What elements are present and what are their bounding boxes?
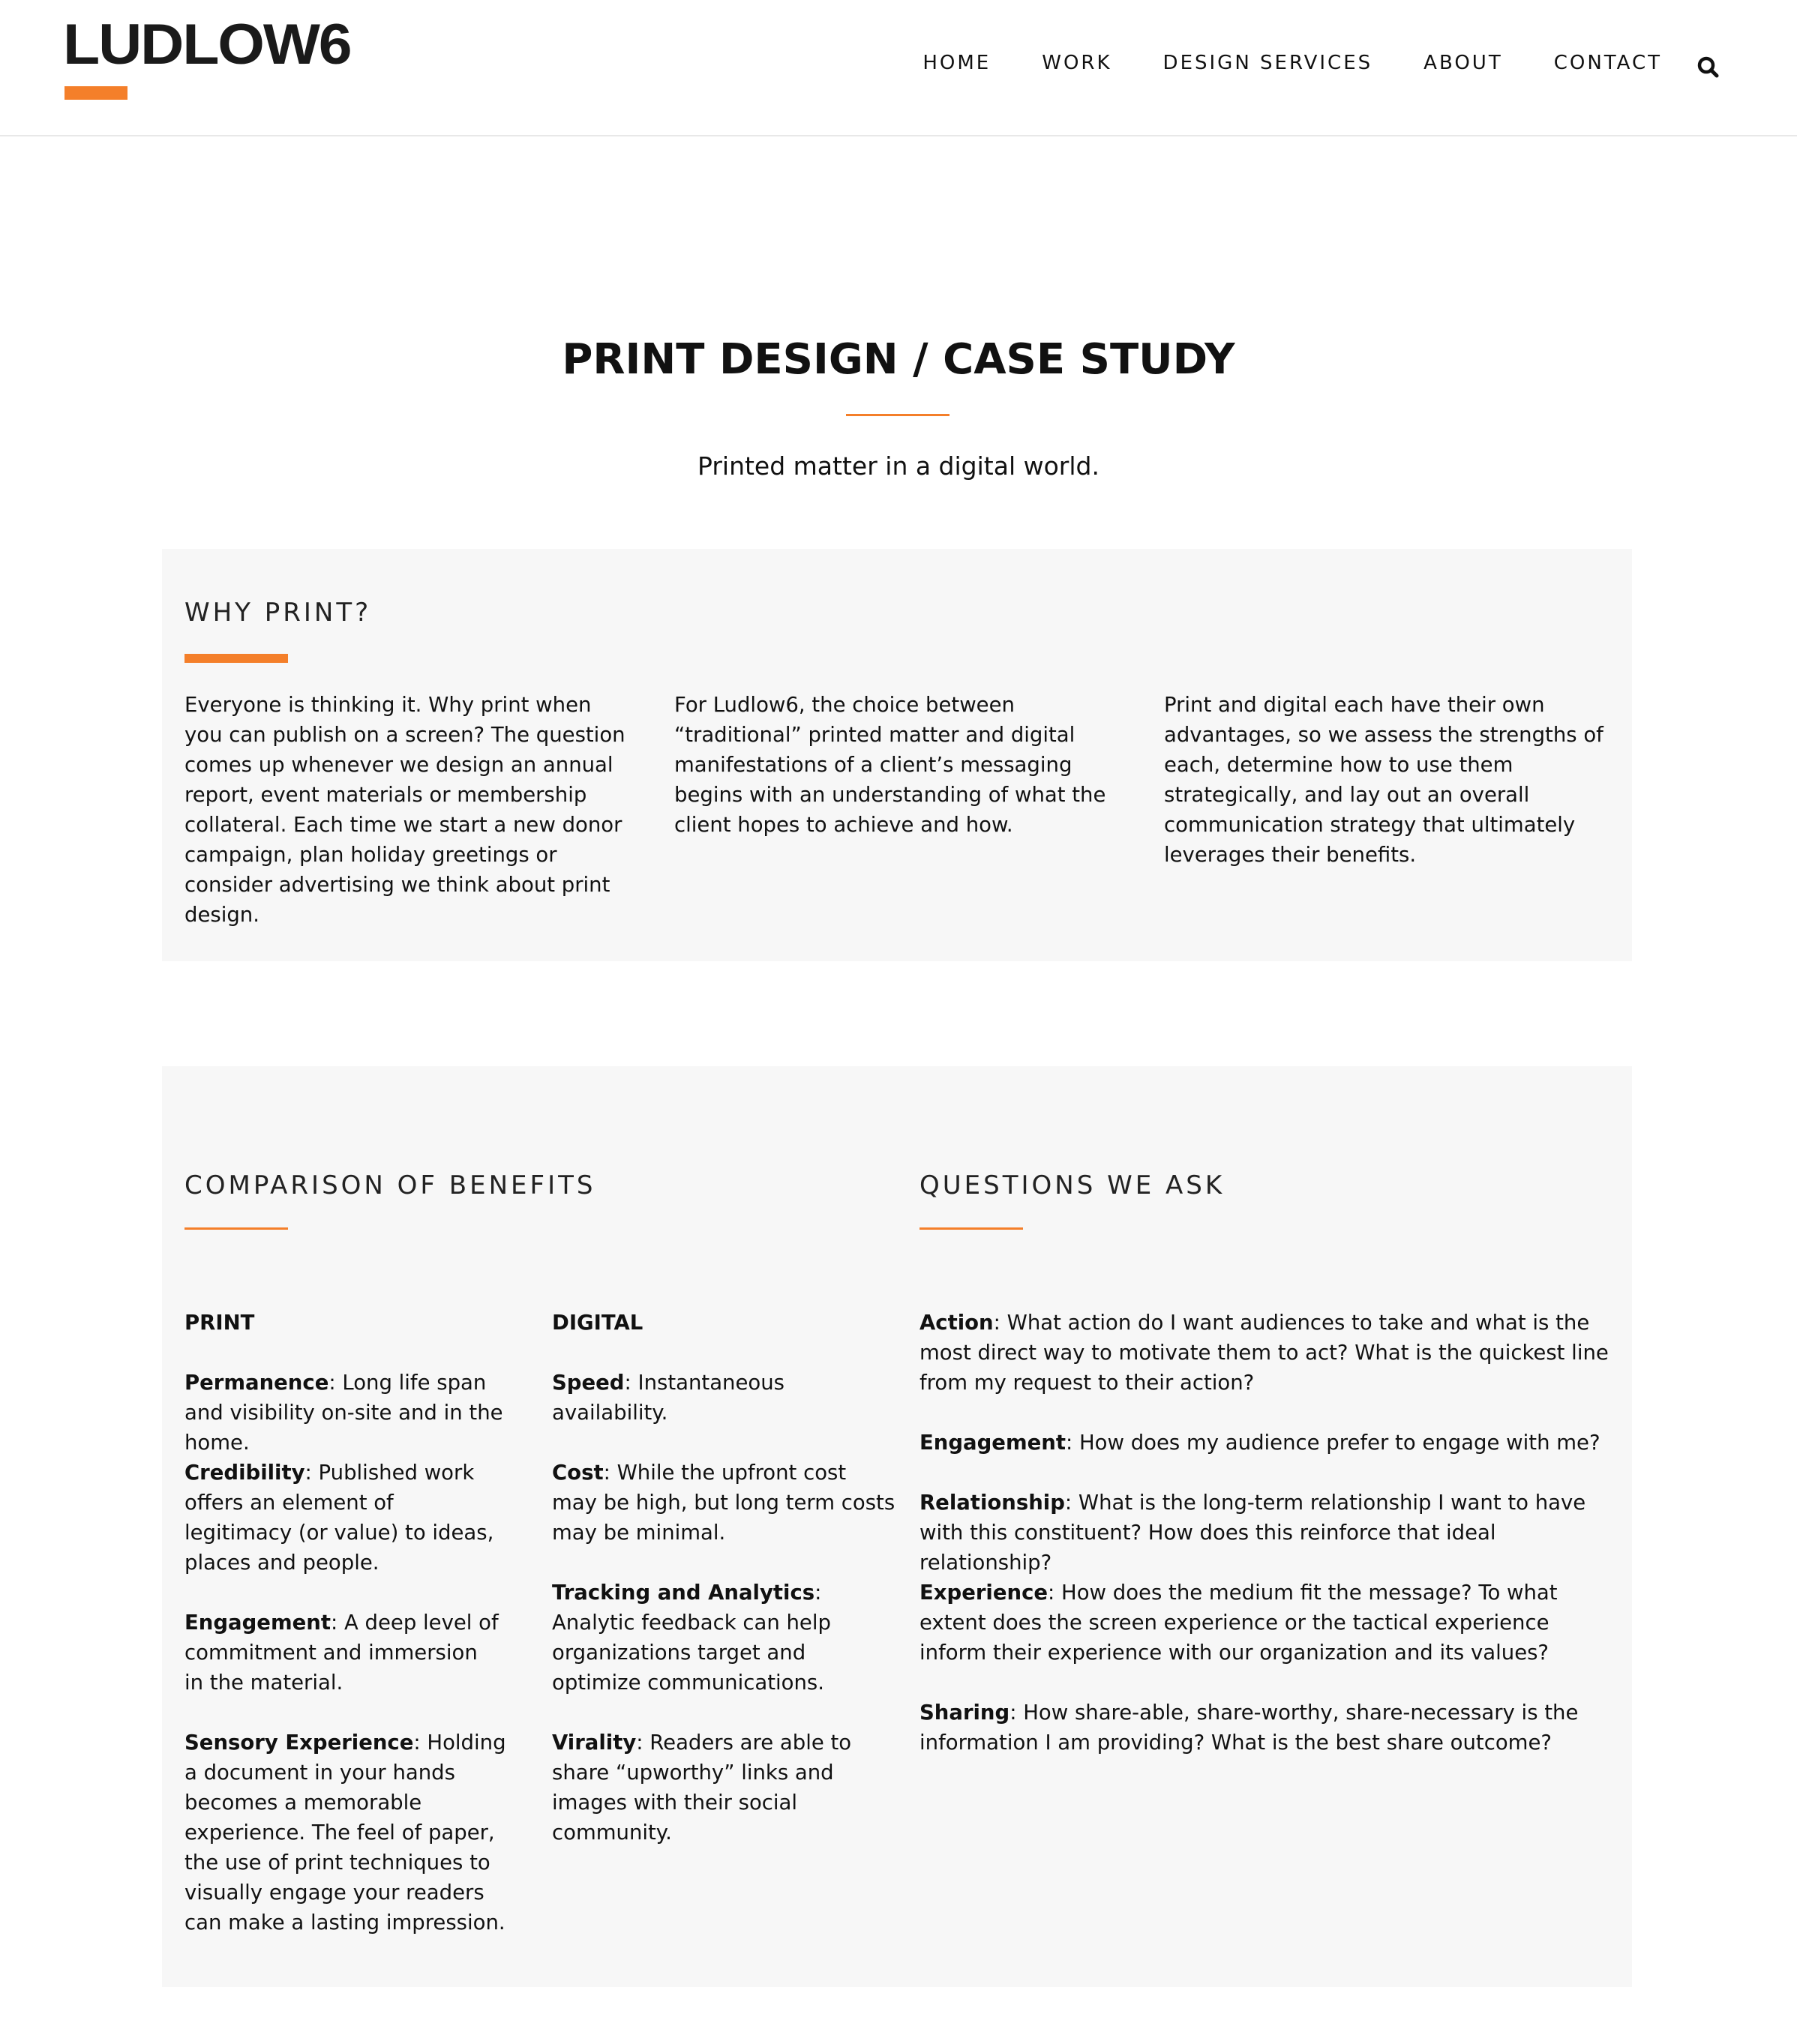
why-print-heading: WHY PRINT? [184, 598, 372, 628]
question-engagement: Engagement: How does my audience prefer to engage with me? [920, 1431, 1600, 1455]
questions-heading: QUESTIONS WE ASK [920, 1170, 1226, 1200]
benefits-section [162, 1066, 1632, 1987]
nav-about[interactable]: ABOUT [1424, 52, 1503, 74]
main-nav [872, 48, 1662, 78]
digital-benefit-tracking-analytics: Tracking and Analytics: Analytic feedback can help organizations target and optimize communications. [552, 1581, 831, 1695]
logo-wordmark: LUDLOW6 [63, 13, 351, 76]
why-print-paragraph-2: For Ludlow6, the choice between “traditional” printed matter and digital manifestations of a client’s messaging begins with an understanding of what the client hopes to achieve and how. [674, 693, 1106, 837]
print-benefit-sensory-experience: Sensory Experience: Holding a document in your hands becomes a memorable experience. The feel of paper, the use of print techniques to visually engage your readers can make a lasting impression. [184, 1731, 506, 1935]
digital-benefit-virality: Virality: Readers are able to share “upworthy” links and images with their social community. [552, 1731, 852, 1845]
logo-accent-bar [64, 86, 128, 100]
title-divider [846, 414, 950, 416]
why-print-accent [184, 654, 288, 663]
search-icon[interactable] [1696, 55, 1720, 79]
page-title: PRINT DESIGN / CASE STUDY [562, 335, 1235, 384]
digital-benefit-cost: Cost: While the upfront cost may be high, but long term costs may be minimal. [552, 1461, 896, 1545]
print-column-heading: PRINT [184, 1311, 255, 1335]
digital-benefit-speed: Speed: Instantaneous availability. [552, 1371, 784, 1425]
question-experience: Experience: How does the medium fit the message? To what extent does the screen experience or the tactical experience inform their experience with our organization and its values? [920, 1581, 1558, 1665]
question-relationship: Relationship: What is the long-term relationship I want to have with this constituent? How does this reinforce that ideal relationship? [920, 1491, 1586, 1575]
site-header [0, 0, 1797, 136]
nav-design-services[interactable]: DESIGN SERVICES [1162, 52, 1373, 74]
why-print-paragraph-1: Everyone is thinking it. Why print when you can publish on a screen? The question comes up whenever we design an annual report, event materials or membership collateral. Each time we start a new donor campaign, plan holiday greetings or consider advertising we think about print design. [184, 693, 626, 927]
comparison-heading: COMPARISON OF BENEFITS [184, 1170, 596, 1200]
nav-contact[interactable]: CONTACT [1553, 52, 1662, 74]
site-logo[interactable] [63, 13, 351, 76]
comparison-accent [184, 1227, 288, 1230]
nav-home[interactable]: HOME [922, 52, 992, 74]
digital-column-heading: DIGITAL [552, 1311, 644, 1335]
questions-accent [920, 1227, 1023, 1230]
print-benefit-permanence: Permanence: Long life span and visibility on-site and in the home. [184, 1371, 503, 1455]
print-benefit-engagement: Engagement: A deep level of commitment and immersion in the material. [184, 1611, 499, 1695]
why-print-section [162, 549, 1632, 961]
page-subtitle: Printed matter in a digital world. [698, 451, 1100, 481]
question-action: Action: What action do I want audiences to take and what is the most direct way to motivate them to act? What is the quickest line from my request to their action? [920, 1311, 1609, 1395]
print-benefit-credibility: Credibility: Published work offers an element of legitimacy (or value) to ideas, places and people. [184, 1461, 494, 1575]
nav-work[interactable]: WORK [1042, 52, 1112, 74]
question-sharing: Sharing: How share-able, share-worthy, share-necessary is the information I am providing? What is the best share outcome? [920, 1701, 1579, 1755]
why-print-paragraph-3: Print and digital each have their own advantages, so we assess the strengths of each, determine how to use them strategically, and lay out an overall communication strategy that ultimately leverages their benefits. [1164, 693, 1604, 867]
